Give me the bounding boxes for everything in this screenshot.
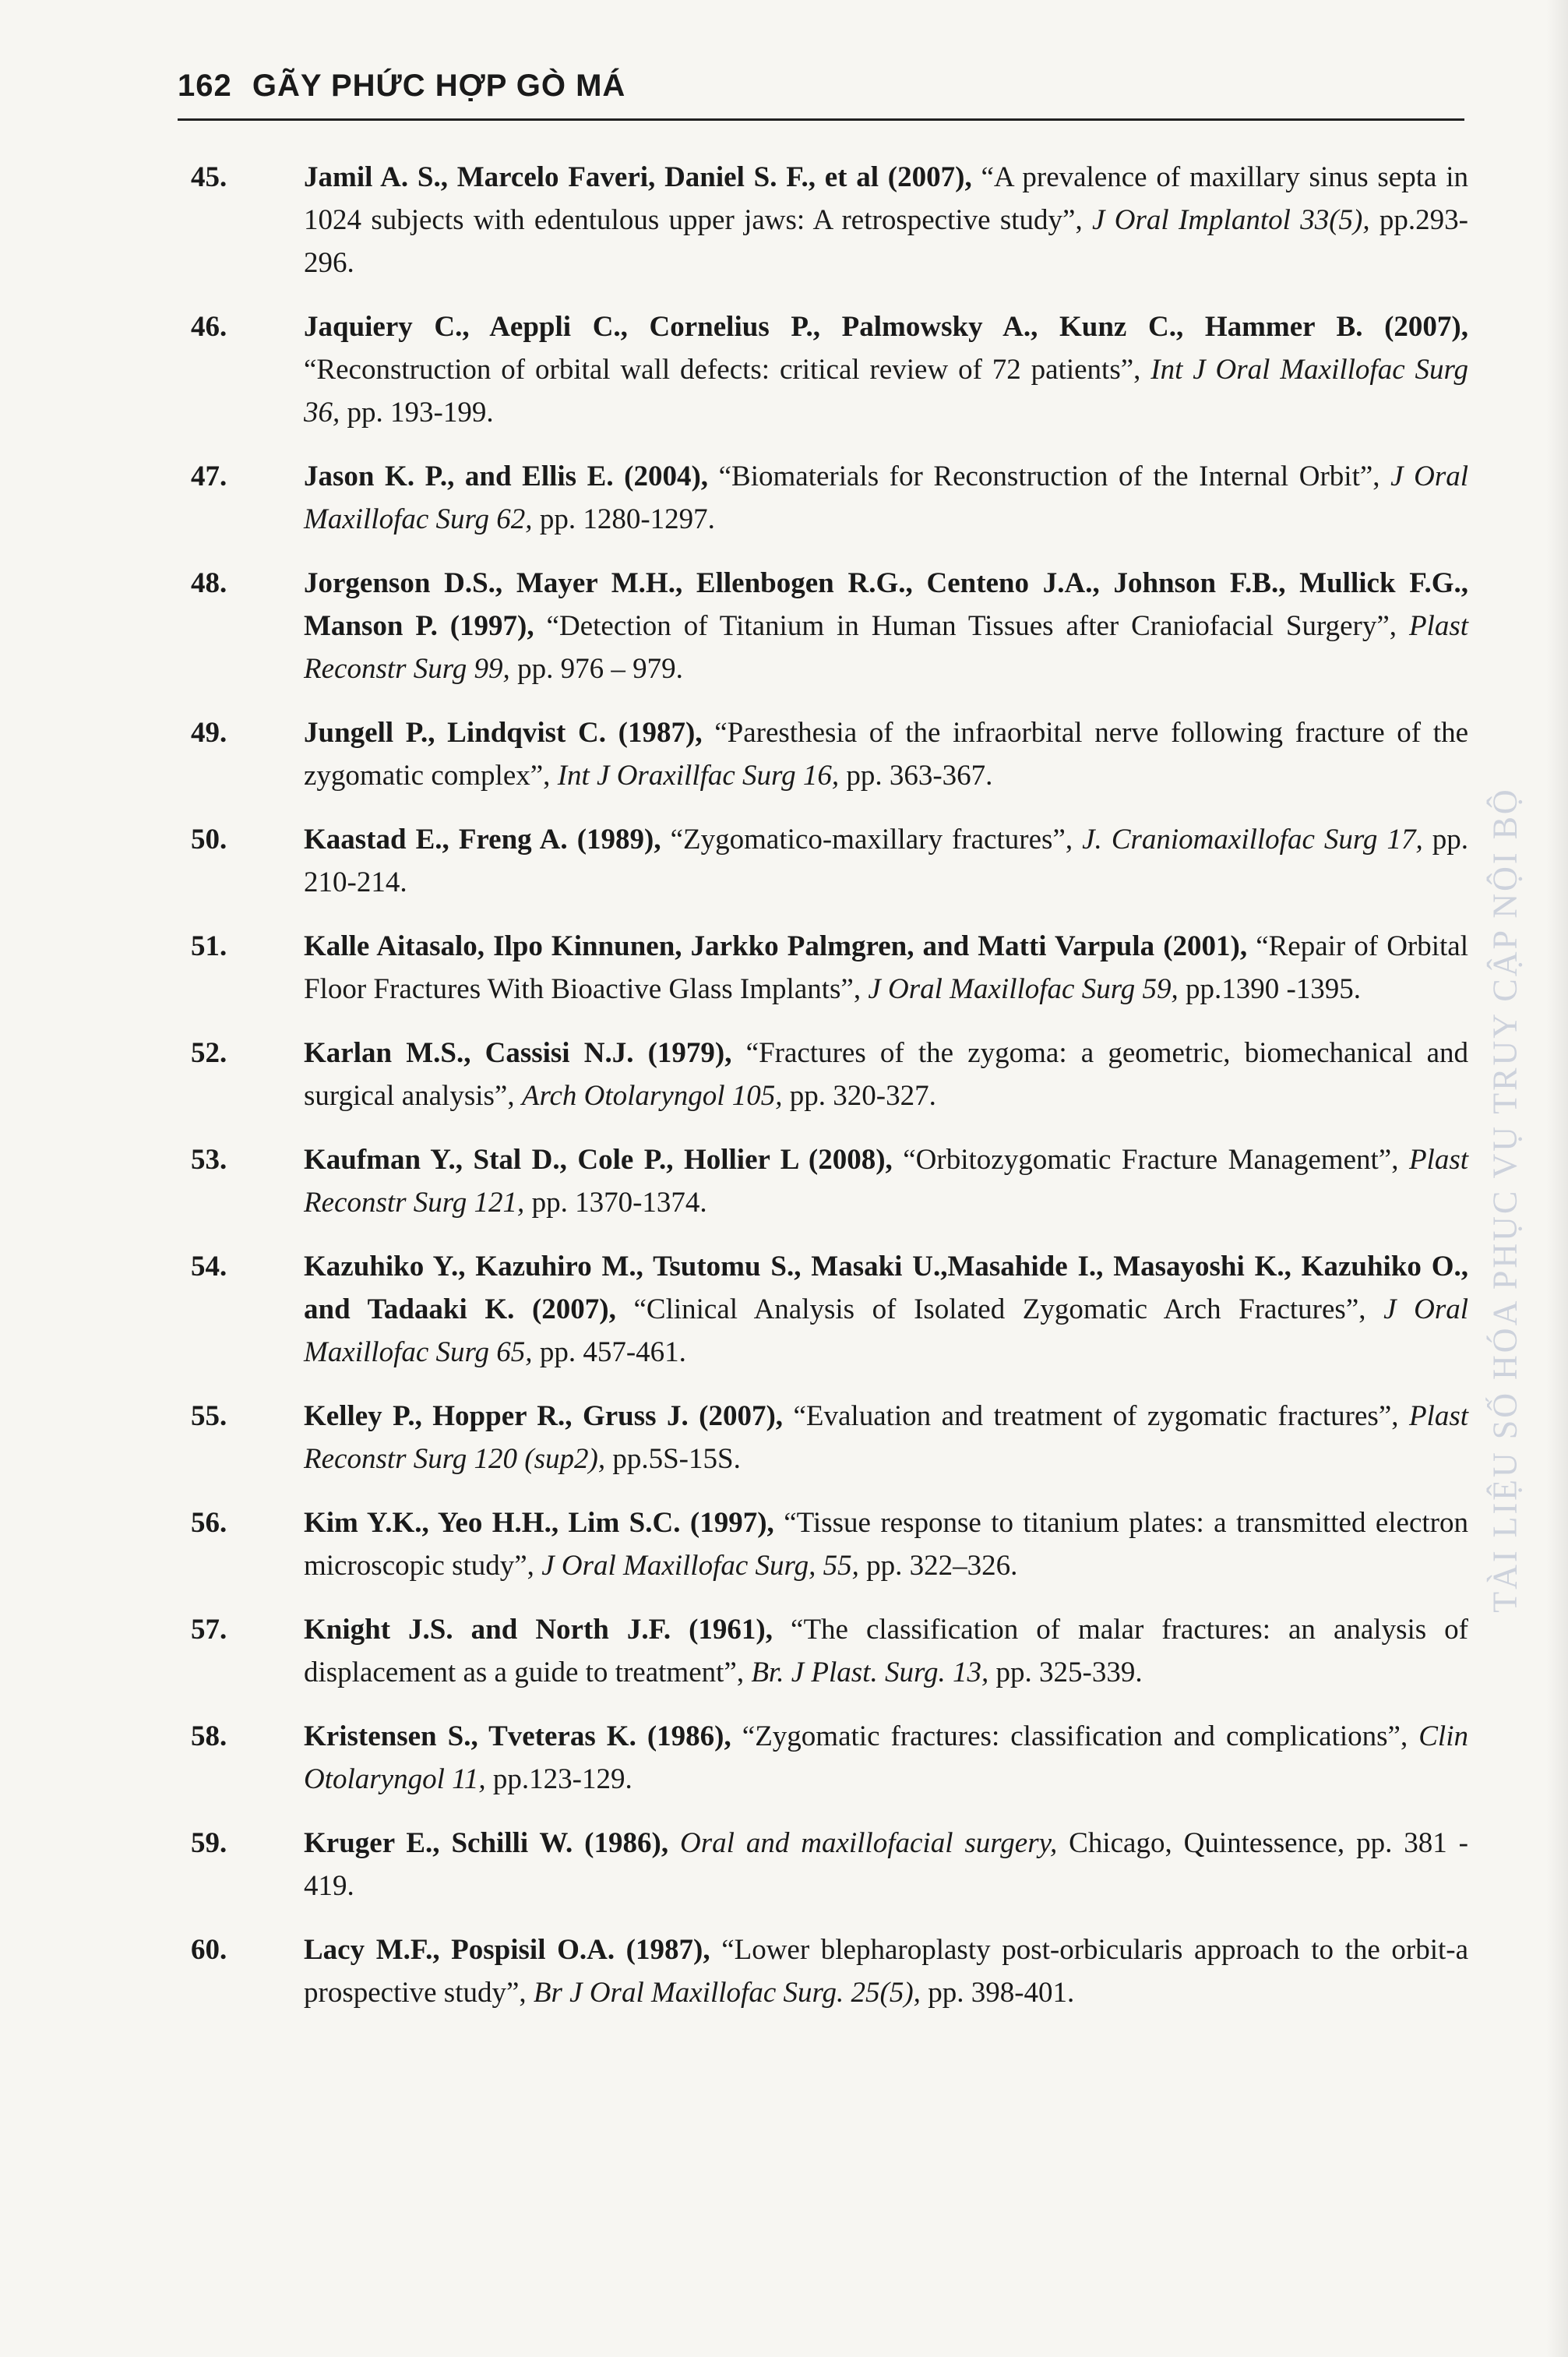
watermark: TÀI LIỆU SỐ HÓA PHỤC VỤ TRUY CẬP NỘI BỘ — [1485, 787, 1524, 1613]
reference-title: “Reconstruction of orbital wall defects: critical review of 72 patients”, — [304, 354, 1151, 386]
reference-body — [304, 925, 1468, 1011]
reference-body — [304, 305, 1468, 434]
reference-title: “A prevalence of maxillary sinus septa in 1024 subjects with edentulous upper jaws: A retrospective study”, — [304, 161, 1468, 236]
reference-pages: pp.293-296. — [304, 204, 1468, 279]
reference-pages: pp. 457-461. — [532, 1336, 686, 1368]
reference-body — [304, 1245, 1468, 1374]
reference-item — [191, 1822, 1468, 1907]
reference-journal: J Oral Maxillofac Surg 59, — [868, 973, 1179, 1005]
reference-number: 56. — [191, 1507, 227, 1539]
header-rule — [178, 118, 1464, 121]
reference-body — [304, 1928, 1468, 2014]
reference-pages: pp.5S-15S. — [605, 1443, 741, 1475]
reference-authors: Jaquiery C., Aeppli C., Cornelius P., Palmowsky A., Kunz C., Hammer B. (2007), — [304, 311, 1468, 343]
reference-journal: Arch Otolaryngol 105, — [521, 1080, 783, 1112]
reference-body — [304, 1608, 1468, 1694]
reference-pages: pp. 1280-1297. — [532, 503, 715, 535]
reference-journal: Br. J Plast. Surg. 13, — [751, 1657, 989, 1688]
reference-authors: Karlan M.S., Cassisi N.J. (1979), — [304, 1037, 732, 1069]
reference-authors: Kelley P., Hopper R., Gruss J. (2007), — [304, 1400, 784, 1432]
reference-authors: Kazuhiko Y., Kazuhiro M., Tsutomu S., Masaki U.,Masahide I., Masayoshi K., Kazuhiko O., and Tadaaki K. (2007), — [304, 1251, 1468, 1325]
reference-journal: Int J Oraxillfac Surg 16, — [557, 760, 840, 792]
reference-title: “The classification of malar fractures: an analysis of displacement as a guide to treatment”, — [304, 1614, 1468, 1688]
reference-journal: Plast Reconstr Surg 121, — [304, 1144, 1468, 1219]
reference-pages: pp.1390 -1395. — [1178, 973, 1362, 1005]
reference-pages: pp. 325-339. — [988, 1657, 1143, 1688]
reference-title: “Biomaterials for Reconstruction of the Internal Orbit”, — [708, 460, 1391, 492]
reference-item — [191, 711, 1468, 797]
reference-pages: pp. 322–326. — [858, 1550, 1018, 1582]
reference-pages: pp. 1370-1374. — [524, 1187, 707, 1219]
scan-edge-shadow — [1546, 0, 1568, 2357]
reference-body — [304, 1822, 1468, 1907]
reference-title: “Lower blepharoplasty post-orbicularis approach to the orbit-a prospective study”, — [304, 1934, 1469, 2009]
reference-number: 50. — [191, 824, 227, 856]
reference-item — [191, 818, 1468, 904]
reference-item — [191, 1501, 1468, 1587]
reference-pages: pp. 320-327. — [782, 1080, 936, 1112]
reference-item — [191, 562, 1468, 690]
reference-title: “Fractures of the zygoma: a geometric, biomechanical and surgical analysis”, — [304, 1037, 1468, 1112]
reference-item — [191, 1245, 1468, 1374]
reference-number: 52. — [191, 1037, 227, 1069]
reference-title: “Clinical Analysis of Isolated Zygomatic Arch Fractures”, — [615, 1293, 1384, 1325]
reference-body — [304, 818, 1468, 904]
reference-journal: Plast Reconstr Surg 120 (sup2), — [304, 1400, 1468, 1475]
reference-number: 51. — [191, 930, 227, 962]
reference-journal: Br J Oral Maxillofac Surg. 25(5), — [533, 1977, 921, 2009]
reference-number: 48. — [191, 567, 227, 599]
reference-number: 45. — [191, 161, 227, 193]
reference-body — [304, 1395, 1468, 1480]
reference-pages: pp. 976 – 979. — [509, 653, 683, 685]
reference-title: “Orbitozygomatic Fracture Management”, — [892, 1144, 1409, 1176]
reference-authors: Kristensen S., Tveteras K. (1986), — [304, 1720, 731, 1752]
reference-journal: Clin Otolaryngol 11, — [304, 1720, 1468, 1795]
reference-pages: Chicago, Quintessence, pp. 381 - 419. — [304, 1827, 1468, 1902]
reference-journal: Int J Oral Maxillofac Surg 36, — [304, 354, 1469, 429]
reference-list — [191, 156, 1468, 2035]
reference-authors: Lacy M.F., Pospisil O.A. (1987), — [304, 1934, 710, 1966]
reference-item — [191, 1928, 1468, 2014]
reference-number: 46. — [191, 311, 227, 343]
reference-pages: pp. 398-401. — [920, 1977, 1075, 2009]
reference-pages: pp.123-129. — [485, 1763, 632, 1795]
reference-authors: Jason K. P., and Ellis E. (2004), — [304, 460, 709, 492]
page-number: 162 — [178, 69, 232, 103]
reference-item — [191, 1138, 1468, 1224]
reference-number: 59. — [191, 1827, 227, 1859]
reference-number: 53. — [191, 1144, 227, 1176]
reference-number: 47. — [191, 460, 227, 492]
reference-item — [191, 455, 1468, 541]
reference-authors: Jamil A. S., Marcelo Faveri, Daniel S. F., et al (2007), — [304, 161, 972, 193]
reference-title: “Detection of Titanium in Human Tissues after Craniofacial Surgery”, — [534, 610, 1409, 642]
reference-item — [191, 1395, 1468, 1480]
reference-item — [191, 925, 1468, 1011]
reference-number: 58. — [191, 1720, 227, 1752]
reference-journal: Plast Reconstr Surg 99, — [304, 610, 1468, 685]
reference-authors: Kaufman Y., Stal D., Cole P., Hollier L (2008), — [304, 1144, 893, 1176]
reference-number: 57. — [191, 1614, 227, 1646]
reference-number: 49. — [191, 717, 227, 749]
reference-title — [668, 1827, 680, 1859]
reference-authors: Kalle Aitasalo, Ilpo Kinnunen, Jarkko Palmgren, and Matti Varpula (2001), — [304, 930, 1248, 962]
reference-authors: Knight J.S. and North J.F. (1961), — [304, 1614, 773, 1646]
reference-number: 55. — [191, 1400, 227, 1432]
reference-body — [304, 1501, 1468, 1587]
reference-title: “Tissue response to titanium plates: a transmitted electron microscopic study”, — [304, 1507, 1469, 1582]
reference-item — [191, 156, 1468, 284]
chapter-title: GÃY PHỨC HỢP GÒ MÁ — [252, 69, 626, 103]
reference-body — [304, 455, 1468, 541]
reference-authors: Kim Y.K., Yeo H.H., Lim S.C. (1997), — [304, 1507, 774, 1539]
reference-body — [304, 711, 1468, 797]
reference-journal: J Oral Maxillofac Surg, 55, — [541, 1550, 859, 1582]
reference-body — [304, 1715, 1468, 1801]
reference-body — [304, 562, 1468, 690]
reference-journal: J. Craniomaxillofac Surg 17, — [1082, 824, 1423, 856]
reference-title: “Paresthesia of the infraorbital nerve following fracture of the zygomatic complex”, — [304, 717, 1468, 792]
reference-title: “Repair of Orbital Floor Fractures With Bioactive Glass Implants”, — [304, 930, 1468, 1005]
reference-authors: Kruger E., Schilli W. (1986), — [304, 1827, 669, 1859]
reference-title: “Evaluation and treatment of zygomatic fractures”, — [783, 1400, 1409, 1432]
reference-authors: Jorgenson D.S., Mayer M.H., Ellenbogen R.G., Centeno J.A., Johnson F.B., Mullick F.G., Manson P. (1997), — [304, 567, 1468, 642]
page-header — [178, 69, 1464, 104]
reference-number: 60. — [191, 1934, 227, 1966]
reference-journal: J Oral Implantol 33(5), — [1092, 204, 1370, 236]
reference-authors: Kaastad E., Freng A. (1989), — [304, 824, 661, 856]
reference-item — [191, 1715, 1468, 1801]
reference-item — [191, 1608, 1468, 1694]
reference-item — [191, 305, 1468, 434]
reference-body — [304, 156, 1468, 284]
reference-pages: pp. 193-199. — [340, 397, 494, 429]
reference-body — [304, 1138, 1468, 1224]
reference-pages: pp. 363-367. — [839, 760, 993, 792]
reference-number: 54. — [191, 1251, 227, 1283]
reference-title: “Zygomatico-maxillary fractures”, — [661, 824, 1083, 856]
reference-pages: pp. 210-214. — [304, 824, 1469, 898]
reference-journal: J Oral Maxillofac Surg 62, — [304, 460, 1469, 535]
reference-body — [304, 1032, 1468, 1117]
reference-authors: Jungell P., Lindqvist C. (1987), — [304, 717, 703, 749]
reference-item — [191, 1032, 1468, 1117]
reference-title: “Zygomatic fractures: classification and complications”, — [731, 1720, 1419, 1752]
reference-journal: Oral and maxillofacial surgery, — [680, 1827, 1058, 1859]
reference-journal: J Oral Maxillofac Surg 65, — [304, 1293, 1468, 1368]
